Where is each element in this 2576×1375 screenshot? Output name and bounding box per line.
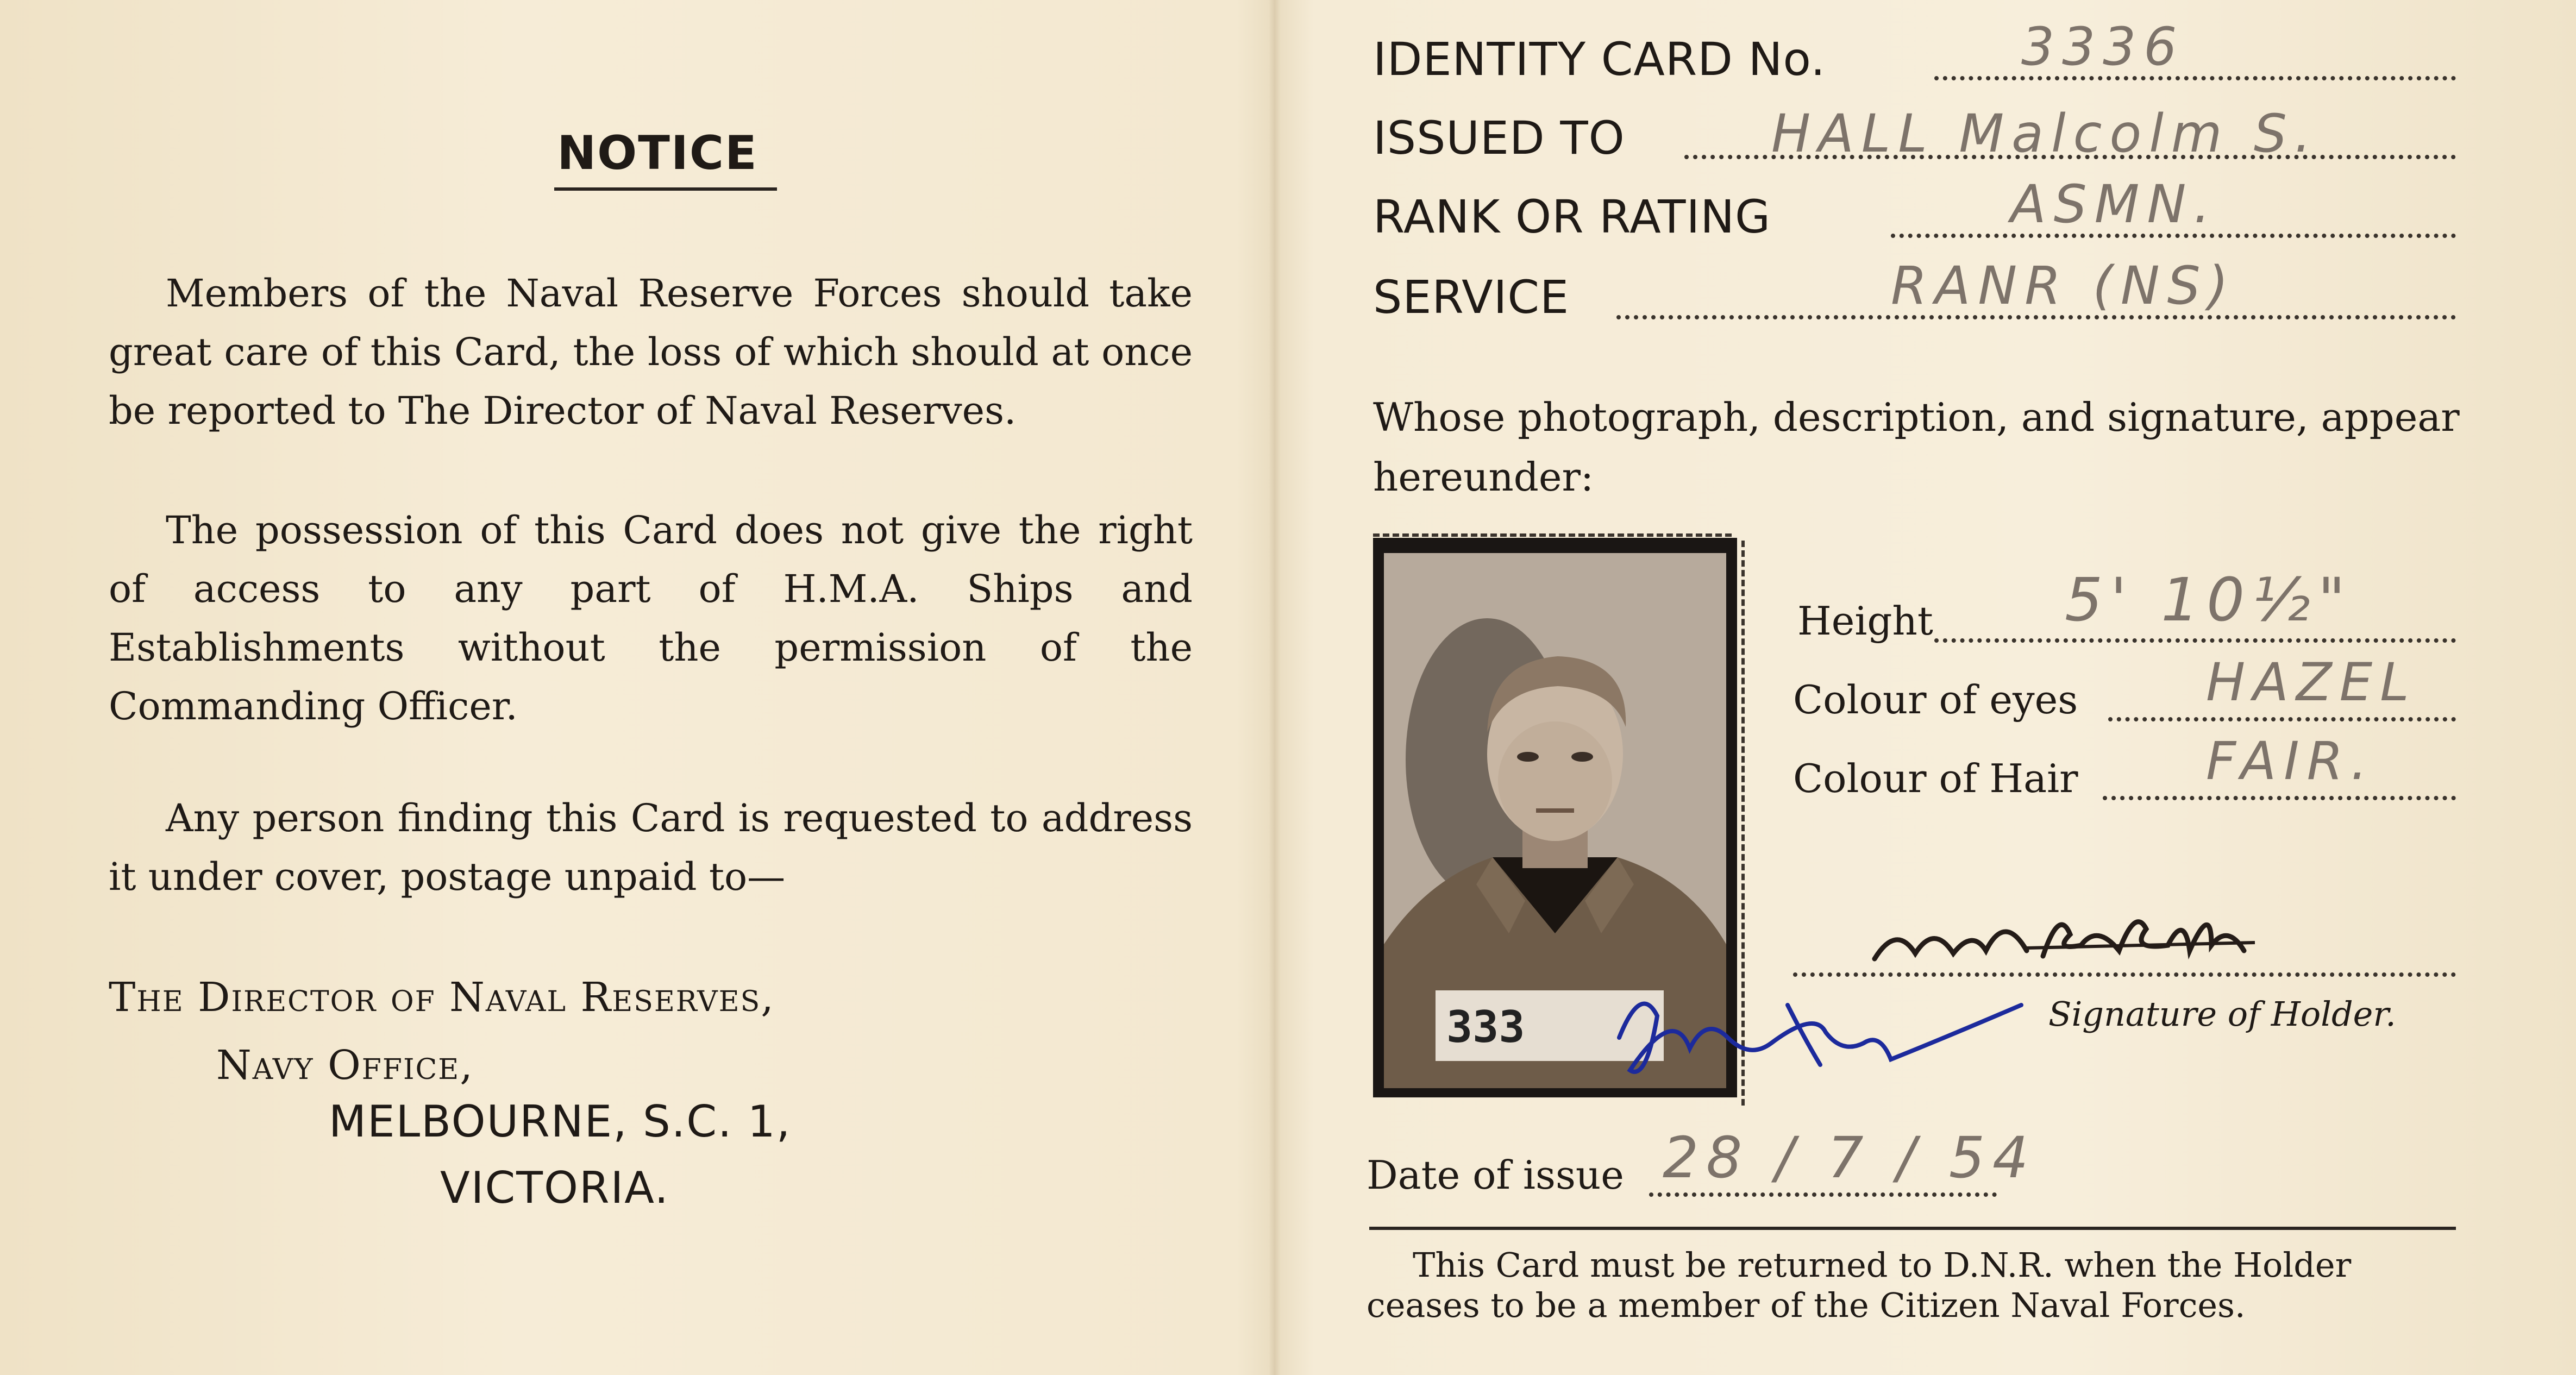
dotted-line (1649, 1192, 1997, 1197)
photo-frame-top (1373, 533, 1732, 537)
eye-colour-value: HAZEL (2206, 652, 2417, 713)
notice-title: NOTICE (557, 126, 758, 180)
issued-to-value: HALL Malcolm S. (1771, 103, 2319, 164)
dotted-line (2108, 717, 2456, 721)
notice-paragraph-access: The possession of this Card does not give the right of access to any part of H.M.A. Ships and Establishments without the permission of the Commanding Officer. (109, 508, 1193, 729)
address-line-victoria: VICTORIA. (440, 1163, 669, 1213)
identity-card-number-label: IDENTITY CARD No. (1373, 33, 1826, 86)
dotted-line (1934, 638, 2456, 643)
rank-or-rating-value: ASMN. (2010, 174, 2218, 235)
notice-title-underline (554, 187, 777, 191)
notice-paragraph-finding: Any person finding this Card is requested to address it under cover, postage unpaid to— (109, 796, 1193, 899)
footer-return-notice: This Card must be returned to D.N.R. when the Holder (1413, 1245, 2352, 1285)
height-label: Height (1797, 598, 1933, 644)
height-value: 5' 10½" (2065, 565, 2353, 635)
date-of-issue-value: 28 / 7 / 54 (1663, 1125, 2036, 1191)
dotted-line (2103, 796, 2456, 800)
notice-paragraph-loss: Members of the Naval Reserve Forces should take great care of this Card, the loss of which should at once be reported to The Director of Naval Reserves. (109, 271, 1193, 433)
holder-signature (1864, 891, 2353, 978)
card-fold (1269, 0, 1281, 1375)
address-line-director: The Director of Naval Reserves, (109, 974, 775, 1021)
photo-placard-number: 333 (1446, 1002, 1525, 1052)
intro-hereunder: hereunder: (1373, 454, 1594, 500)
service-value: RANR (NS) (1891, 255, 2236, 316)
hair-colour-label: Colour of Hair (1793, 756, 2078, 801)
service-label: SERVICE (1373, 271, 1570, 324)
identity-card-number-value: 3336 (2021, 16, 2185, 77)
footer-divider (1369, 1227, 2456, 1230)
eye-colour-label: Colour of eyes (1793, 677, 2078, 723)
address-line-navy-office: Navy Office, (216, 1042, 474, 1089)
rank-or-rating-label: RANK OR RATING (1373, 190, 1771, 243)
authorising-ink-mark (1608, 972, 2032, 1114)
dotted-line (1934, 76, 2456, 80)
intro-line: Whose photograph, description, and signature, appear (1373, 394, 2460, 440)
signature-caption: Signature of Holder. (2048, 994, 2396, 1034)
issued-to-label: ISSUED TO (1373, 111, 1625, 165)
hair-colour-value: FAIR. (2206, 731, 2375, 792)
date-of-issue-label: Date of issue (1367, 1152, 1624, 1198)
address-line-melbourne: MELBOURNE, S.C. 1, (329, 1096, 792, 1147)
footer-citizen-forces-notice: ceases to be a member of the Citizen Naval Forces. (1367, 1285, 2246, 1325)
